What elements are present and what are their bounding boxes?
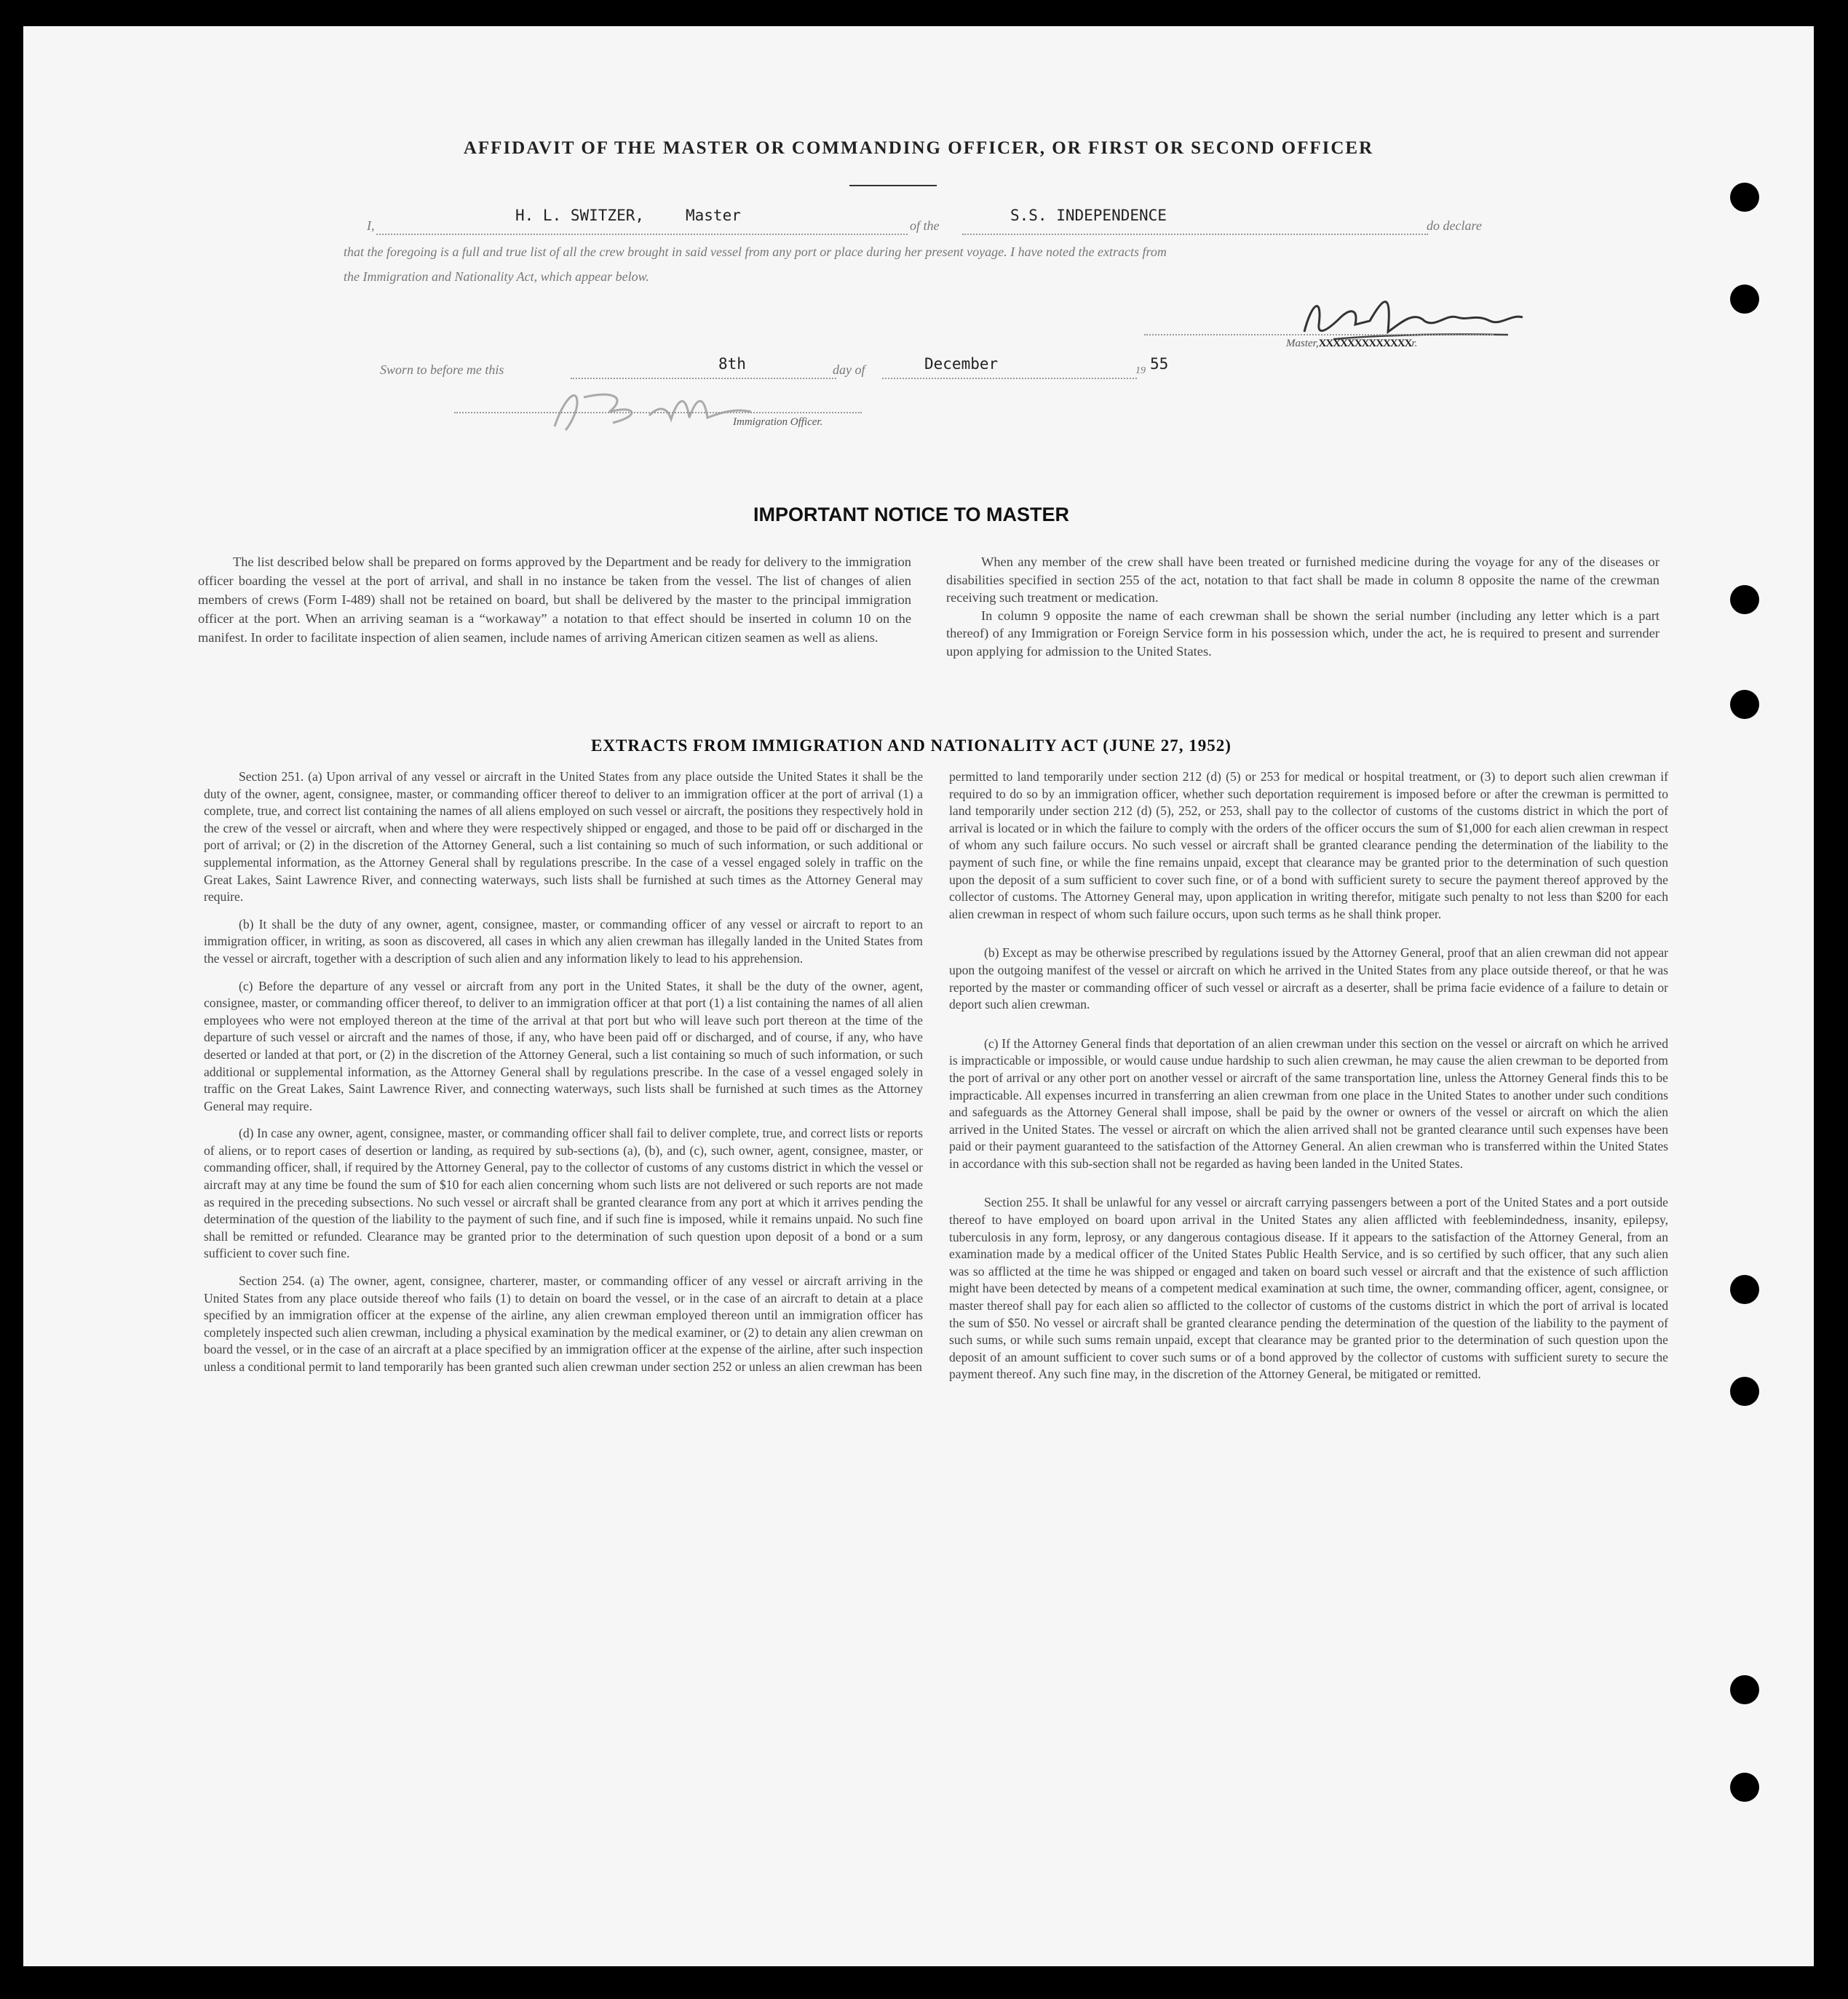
declarant-title: Master <box>686 207 741 224</box>
do-declare-label: do declare <box>1427 218 1482 233</box>
section-254-a: Section 254. (a) The owner, agent, consignee, charterer, master, or commanding officer of any vessel or aircraft arriving in the United States from any place outside thereof who fails (1) to detain on board the vessel, or in the case of an aircraft to detain at a place specified by an immigration officer at the expense of the airline, any alien crewman employed thereon until an immigration officer has completely inspected such alien crewman, including a physical examination by the medical examiner, or (2) to detain any alien crewman on board the vessel, or in the case of an aircraft at a place specified by an immigration officer at the expense of the airline, after such inspection unless a conditional permit to land temporarily has been granted such alien crewman under section 252 or unless an alien crewman has been <box>204 1273 923 1374</box>
section-254-continued: permitted to land temporarily under section 212 (d) (5) or 253 for medical or hospital treatment, or (3) to deport such alien crewman if required to do so by an immigration officer, whether such deportation requirement is imposed before or after the crewman is permitted to land temporarily under section 212 (d) (5), 252, or 253, shall pay to the collector of customs of the customs district in which the port of arrival is located or in which the failure to comply with the orders of the officer occurs the sum of $1,000 for each alien crewman in respect of whom any such failure occurs. No such vessel or aircraft shall be granted clearance pending the determination of the liability to the payment of such fine, or while the fine remains unpaid, except that clearance may be granted prior to the determination of such question upon the deposit of a sum sufficient to cover such fine, or of a bond with sufficient surety to secure the payment thereof approved by the collector of customs. The Attorney General may, upon application in writing therefor, mitigate such penalty to not less than $200 for each alien crewman in respect of whom such failure occurs, upon such terms as he shall think proper. <box>949 769 1668 921</box>
affidavit-heading: AFFIDAVIT OF THE MASTER OR COMMANDING OFFICER, OR FIRST OR SECOND OFFICER <box>463 138 1374 158</box>
i-label: I, <box>367 218 375 233</box>
extracts-left-column <box>204 768 923 1376</box>
extracts-right-column <box>949 768 1668 1383</box>
punch-hole <box>1730 690 1759 719</box>
document-page <box>23 26 1814 1966</box>
sworn-day: 8th <box>718 355 746 373</box>
statement-line-1: that the foregoing is a full and true list of all the crew brought in said vessel from any port or place during her present voyage. I have noted the extracts from <box>344 245 1167 259</box>
notice-right-text-1: When any member of the crew shall have been treated or furnished medicine during the voyage for any of the diseases or disabilities specified in section 255 of the act, notation to that fact shall be made in column 8 opposite the name of the crewman receiving such treatment or medication. <box>946 555 1659 605</box>
officer-caption: Immigration Officer. <box>733 416 823 428</box>
section-251-b: (b) It shall be the duty of any owner, agent, consignee, master, or commanding officer of any vessel or aircraft to report to an immigration officer, in writing, as soon as discovered, all cases in which any alien crewman has illegally landed in the United States from the vessel or aircraft, together with a description of such alien and any information likely to lead to his apprehension. <box>204 916 923 966</box>
notice-left-column <box>198 553 911 648</box>
year-prefix: 19 <box>1135 365 1146 376</box>
statement-line-2: the Immigration and Nationality Act, which appear below. <box>344 269 649 284</box>
declarant-line <box>376 234 908 235</box>
punch-hole <box>1730 183 1759 212</box>
vessel-name: S.S. INDEPENDENCE <box>1010 207 1167 224</box>
section-254-c: (c) If the Attorney General finds that deportation of an alien crewman under this section on the vessel or aircraft on which he arrived is impracticable or impossible, or would cause undue hardship to such alien crewman, he may cause the alien crewman to be deported from the port of arrival or any other port on another vessel or aircraft of the same transportation line, unless the Attorney General finds this to be impracticable. All expenses incurred in transferring an alien crewman from one place in the United States to another under such conditions and safeguards as the Attorney General shall impose, shall be paid by the owner or owners of the vessel or aircraft on which the alien arrived in the United States. The vessel or aircraft on which the alien arrived shall not be granted clearance until such expenses have been paid or their payment guaranteed to the satisfaction of the Attorney General. An alien crewman who is transferred within the United States in accordance with this sub-section shall not be regarded as having been landed in the United States. <box>949 1036 1668 1171</box>
notice-heading: IMPORTANT NOTICE TO MASTER <box>753 504 1069 525</box>
day-of-label: day of <box>833 362 865 377</box>
master-caption <box>1286 338 1417 350</box>
section-255: Section 255. It shall be unlawful for any vessel or aircraft carrying passengers between a port of the United States and a port outside thereof to have employed on board upon arrival in the United States any alien afflicted with feeblemindedness, insanity, epilepsy, tuberculosis in any form, leprosy, or any dangerous contagious disease. If it appears to the satisfaction of the Attorney General, from an examination made by a medical officer of the United States Public Health Service, and is so certified by such officer, that any such alien was so afflicted at the time he was shipped or engaged and taken on board such vessel or aircraft and that the existence of such affliction might have been detected by means of a competent medical examination at such time, the owner, commanding officer, agent, consignee, or master thereof shall pay for each alien so afflicted to the collector of customs of the customs district in which the port of arrival is located the sum of $50. No vessel or aircraft shall be granted clearance pending the determination of the question of the liability to the payment of such sums, or while such sums remain unpaid, except that clearance may be granted prior to the determination of such question upon the deposit of an amount sufficient to cover such sums or of a bond approved by the collector of customs with sufficient surety to secure the payment thereof. Any such fine may, in the discretion of the Attorney General, be mitigated or remitted. <box>949 1195 1668 1382</box>
year-suffix: 55 <box>1150 355 1169 373</box>
extracts-heading: EXTRACTS FROM IMMIGRATION AND NATIONALITY ACT (JUNE 27, 1952) <box>591 736 1232 755</box>
sworn-label: Sworn to before me this <box>380 362 504 377</box>
master-caption-end: r. <box>1411 338 1418 349</box>
section-251-a: Section 251. (a) Upon arrival of any vessel or aircraft in the United States from any place outside the United States it shall be the duty of the owner, agent, consignee, master, or commanding officer thereof to deliver to an immigration officer at the port of arrival (1) a complete, true, and correct list containing the names of all aliens employed on such vessel or aircraft, the positions they respectively hold in the crew of the vessel or aircraft, when and where they were respectively shipped or engaged, and those to be paid off or discharged in the port of arrival; or (2) in the discretion of the Attorney General, such a list containing so much of such information, or such additional or supplemental information, as the Attorney General shall by regulations prescribe. In the case of a vessel engaged solely in traffic on the Great Lakes, Saint Lawrence River, and connecting waterways, such lists shall be furnished at such times as the Attorney General may require. <box>204 769 923 905</box>
of-the-label: of the <box>910 218 940 233</box>
punch-hole <box>1730 1675 1759 1704</box>
officer-signature <box>533 375 795 441</box>
vessel-line <box>962 234 1428 235</box>
heading-underline <box>849 185 937 186</box>
punch-hole <box>1730 1275 1759 1304</box>
officer-signature-line <box>454 412 862 413</box>
section-251-d: (d) In case any owner, agent, consignee, master, or commanding officer shall fail to deliver complete, true, and correct lists or reports of aliens, or to report cases of desertion or landing, as required by sub-sections (a), (b), and (c), such owner, agent, consignee, master, or commanding officer, shall, if required by the Attorney General, pay to the collector of customs of any customs district in which the vessel or aircraft may at any time be found the sum of $10 for each alien concerning whom such lists are not delivered or such reports are not made as required in the preceding subsections. No such vessel or aircraft shall be granted clearance from any port at which it arrives pending the determination of the question of the liability to the payment of such fine, and if such fine is imposed, while it remains unpaid. No such fine shall be remitted or refunded. Clearance may be granted prior to the determination of such question upon deposit of a bond or a sum sufficient to cover such fine. <box>204 1126 923 1261</box>
declarant-name: H. L. SWITZER, <box>515 207 645 224</box>
section-251-c: (c) Before the departure of any vessel or aircraft from any port in the United States, it shall be the duty of the owner, agent, consignee, master, or commanding officer thereof, to deliver to an immigration officer at that port (1) a list containing the names of all alien employees who were not employed thereon at the time of the arrival at that port but who will leave such port thereon at the time of the departure of such vessel or aircraft and the names of those, if any, who have been paid off or discharged, and of course, if any, who have deserted or landed at that port, or (2) in the discretion of the Attorney General, such a list containing so much of such information, or such additional or supplemental information, as the Attorney General shall by regulations prescribe. In the case of a vessel engaged solely in traffic on the Great Lakes, Saint Lawrence River, and connecting waterways, such lists shall be furnished at such times as the Attorney General may require. <box>204 978 923 1113</box>
notice-right-column <box>946 553 1659 660</box>
notice-right-text-2: In column 9 opposite the name of each crewman shall be shown the serial number (including any letter which is a part thereof) of any Immigration or Foreign Service form in his possession which, under the act, he is required to present and surrender upon applying for admission to the United States. <box>946 608 1659 659</box>
punch-hole <box>1730 1377 1759 1406</box>
punch-hole <box>1730 585 1759 614</box>
sworn-month-line <box>882 378 1137 379</box>
master-caption-label: Master, <box>1286 338 1319 349</box>
punch-hole <box>1730 1773 1759 1802</box>
punch-hole <box>1730 285 1759 314</box>
master-signature-line <box>1144 334 1494 335</box>
notice-left-text: The list described below shall be prepared on forms approved by the Department and be ready for delivery to the immigration officer boarding the vessel at the port of arrival, and shall in no instance be taken from the vessel. The list of changes of alien members of crews (Form I-489) shall not be retained on board, but shall be delivered by the master to the principal immigration officer at the port. When an arriving seaman is a “workaway” a notation to that effect should be inserted in column 10 on the manifest. In order to facilitate inspection of alien seamen, include names of arriving American citizen seamen as well as aliens. <box>198 555 911 645</box>
struck-text: XXXXXXXXXXXXX <box>1318 338 1412 349</box>
sworn-month: December <box>924 355 999 373</box>
section-254-b: (b) Except as may be otherwise prescribed by regulations issued by the Attorney General, proof that an alien crewman did not appear upon the outgoing manifest of the vessel or aircraft on which he arrived in the United States from any place outside thereof, or that he was reported by the master or commanding officer of such vessel or aircraft as a deserter, shall be prima facie evidence of a failure to detain or deport such alien crewman. <box>949 945 1668 1012</box>
